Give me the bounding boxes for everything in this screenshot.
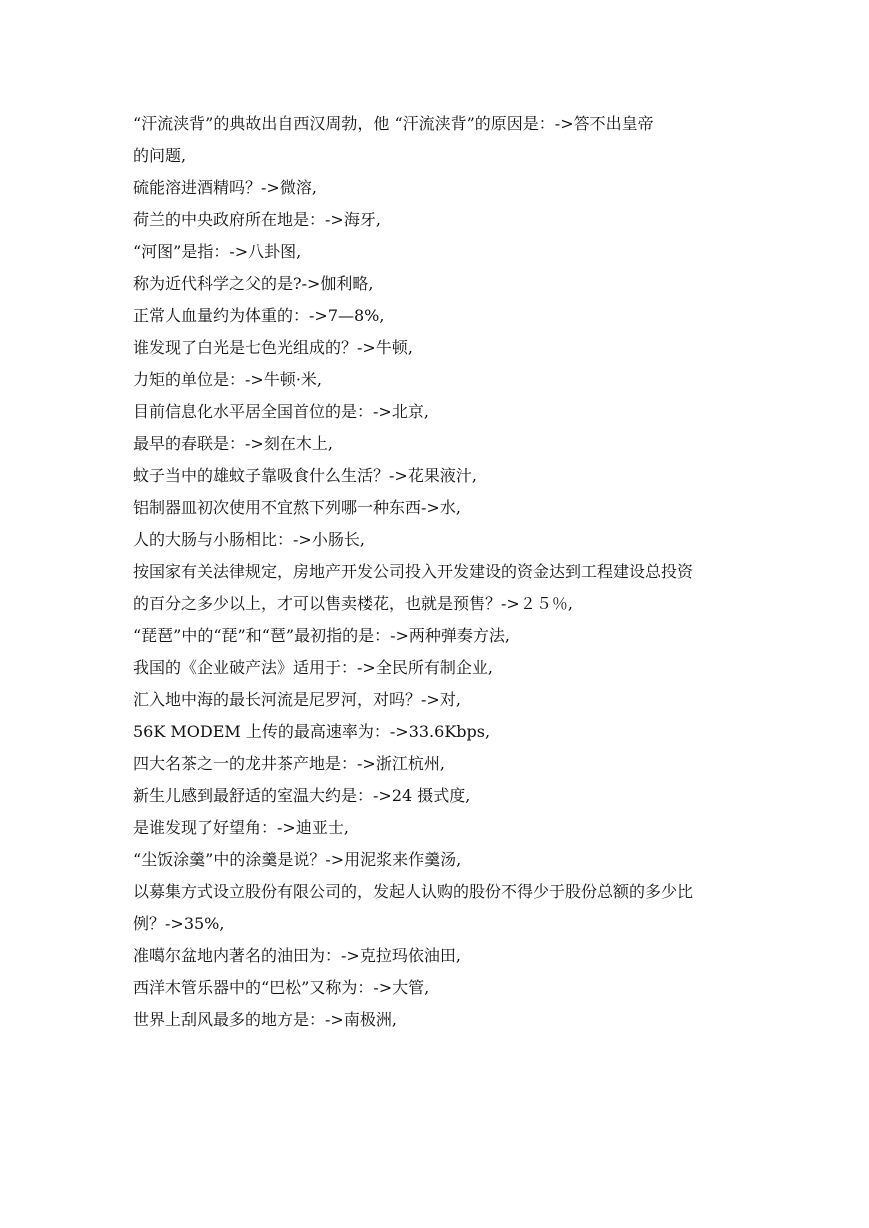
text-line: 汇入地中海的最长河流是尼罗河，对吗？->对, (133, 690, 461, 709)
text-line: 西洋木管乐器中的“巴松”又称为：->大管, (133, 978, 430, 997)
text-line: 铝制器皿初次使用不宜熬下列哪一种东西->水, (133, 498, 461, 517)
text-line: 谁发现了白光是七色光组成的？->牛顿, (133, 338, 413, 357)
text-line: 最早的春联是：->刻在木上, (133, 434, 333, 453)
text-line: 荷兰的中央政府所在地是：->海牙, (133, 210, 381, 229)
text-line: 的问题, (133, 146, 187, 165)
text-line: 人的大肠与小肠相比：->小肠长, (133, 530, 365, 549)
text-line: 按国家有关法律规定，房地产开发公司投入开发建设的资金达到工程建设总投资 (133, 562, 694, 581)
text-line: 目前信息化水平居全国首位的是：->北京, (133, 402, 429, 421)
text-line: 力矩的单位是：->牛顿·米, (133, 370, 322, 389)
text-line: 以募集方式设立股份有限公司的，发起人认购的股份不得少于股份总额的多少比 (133, 882, 694, 901)
text-line: 新生儿感到最舒适的室温大约是：->24 摄式度, (133, 786, 471, 805)
text-line: 准噶尔盆地内著名的油田为：->克拉玛依油田, (133, 946, 461, 965)
text-line: 四大名茶之一的龙井茶产地是：->浙江杭州, (133, 754, 445, 773)
text-line: “琵琶”中的“琵”和“琶”最初指的是：->两种弹奏方法, (133, 626, 510, 645)
text-line: “尘饭涂羹”中的涂羹是说？->用泥浆来作羹汤, (133, 850, 462, 869)
text-line: 正常人血量约为体重的：->7—8%, (133, 306, 385, 325)
document-body (133, 108, 745, 1036)
text-line: “河图”是指：->八卦图, (133, 242, 302, 261)
text-line: 是谁发现了好望角：->迪亚士, (133, 818, 349, 837)
text-line: 硫能溶进酒精吗？->微溶, (133, 178, 317, 197)
text-line: 56K MODEM 上传的最高速率为：->33.6Kbps, (133, 722, 491, 741)
text-line: 我国的《企业破产法》适用于：->全民所有制企业, (133, 658, 493, 677)
text-line: 例？->35%, (133, 914, 225, 933)
text-line: 的百分之多少以上，才可以售卖楼花，也就是预售？->２５％, (133, 594, 573, 613)
text-line: 称为近代科学之父的是?->伽利略, (133, 274, 374, 293)
text-line: 蚊子当中的雄蚊子靠吸食什么生活？->花果液汁, (133, 466, 477, 485)
text-line: 世界上刮风最多的地方是：->南极洲, (133, 1010, 397, 1029)
text-line: “汗流浃背”的典故出自西汉周勃，他 “汗流浃背”的原因是：->答不出皇帝 (133, 114, 654, 133)
